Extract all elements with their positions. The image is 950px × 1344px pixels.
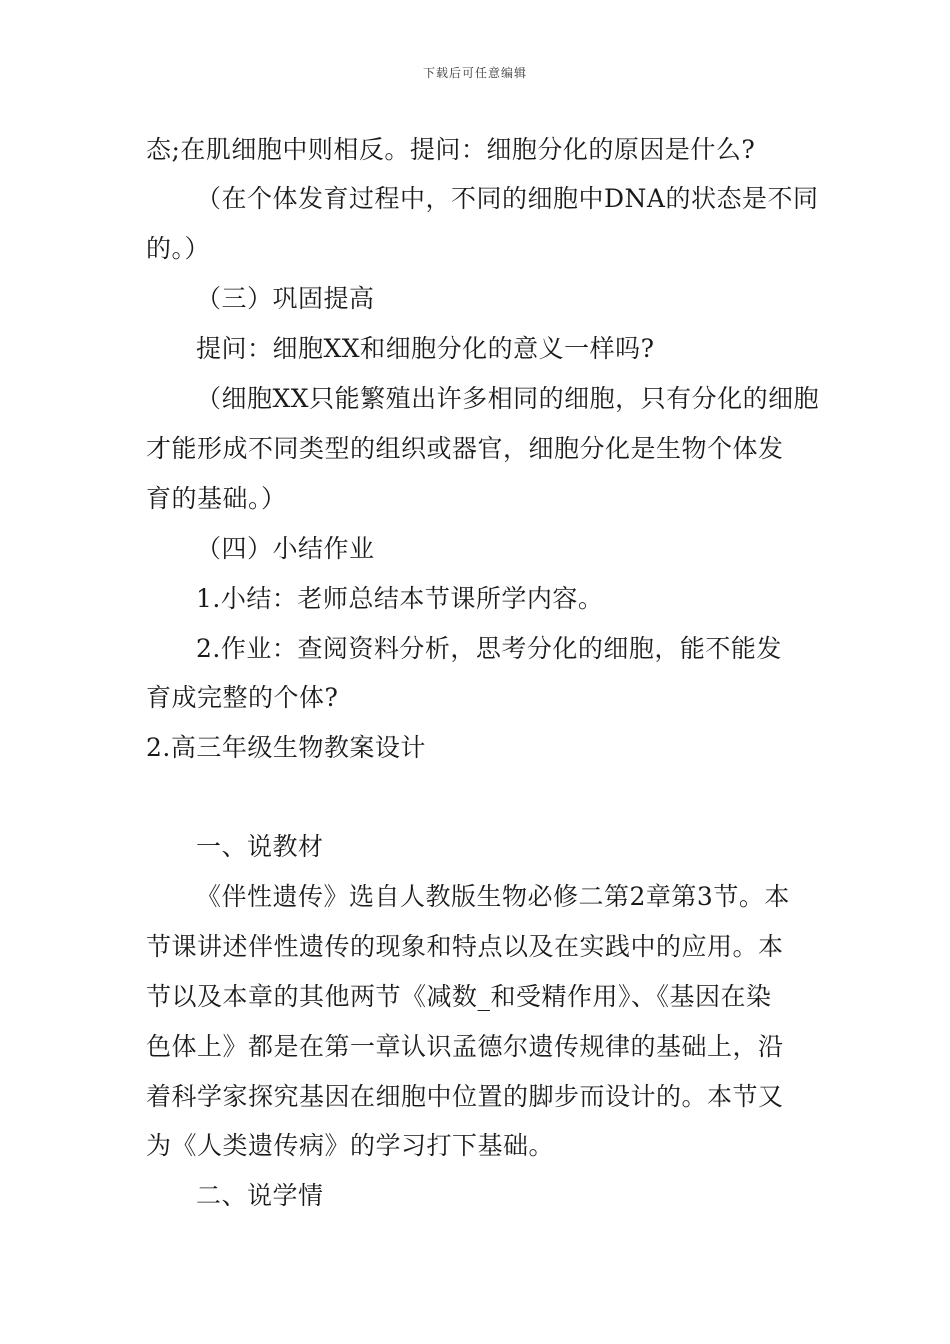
section-heading: 一、说教材 [196, 832, 324, 861]
text-line: 2.作业：查阅资料分析，思考分化的细胞，能不能发 [196, 634, 782, 663]
text-line: 节以及本章的其他两节《减数_和受精作用》、《基因在染 [146, 982, 772, 1011]
text-line: 育成完整的个体? [146, 683, 339, 712]
text-line: 为《人类遗传病》的学习打下基础。 [146, 1131, 555, 1160]
text-line: 着科学家探究基因在细胞中位置的脚步而设计的。本节又 [146, 1082, 784, 1111]
text-line: 的。） [146, 234, 211, 263]
text-line: 提问：细胞XX和细胞分化的意义一样吗? [196, 334, 655, 363]
text-line: 态;在肌细胞中则相反。提问：细胞分化的原因是什么? [146, 135, 756, 164]
document-title: 2.高三年级生物教案设计 [146, 733, 426, 762]
text-line: 《伴性遗传》选自人教版生物必修二第2章第3节。本 [196, 882, 790, 911]
text-line: （细胞XX只能繁殖出许多相同的细胞，只有分化的细胞 [196, 384, 820, 413]
section-heading: （四）小结作业 [196, 534, 375, 563]
section-heading: 二、说学情 [196, 1181, 324, 1210]
text-line: 1.小结：老师总结本节课所学内容。 [196, 584, 604, 613]
text-line: 色体上》都是在第一章认识孟德尔遗传规律的基础上，沿 [146, 1032, 784, 1061]
text-line: 节课讲述伴性遗传的现象和特点以及在实践中的应用。本 [146, 932, 784, 961]
page-header: 下载后可任意编辑 [422, 66, 527, 80]
text-line: 才能形成不同类型的组织或器官，细胞分化是生物个体发 [146, 434, 784, 463]
text-line: 育的基础。） [146, 484, 287, 513]
section-heading: （三）巩固提高 [196, 284, 375, 313]
text-line: （在个体发育过程中，不同的细胞中DNA的状态是不同 [196, 184, 819, 213]
